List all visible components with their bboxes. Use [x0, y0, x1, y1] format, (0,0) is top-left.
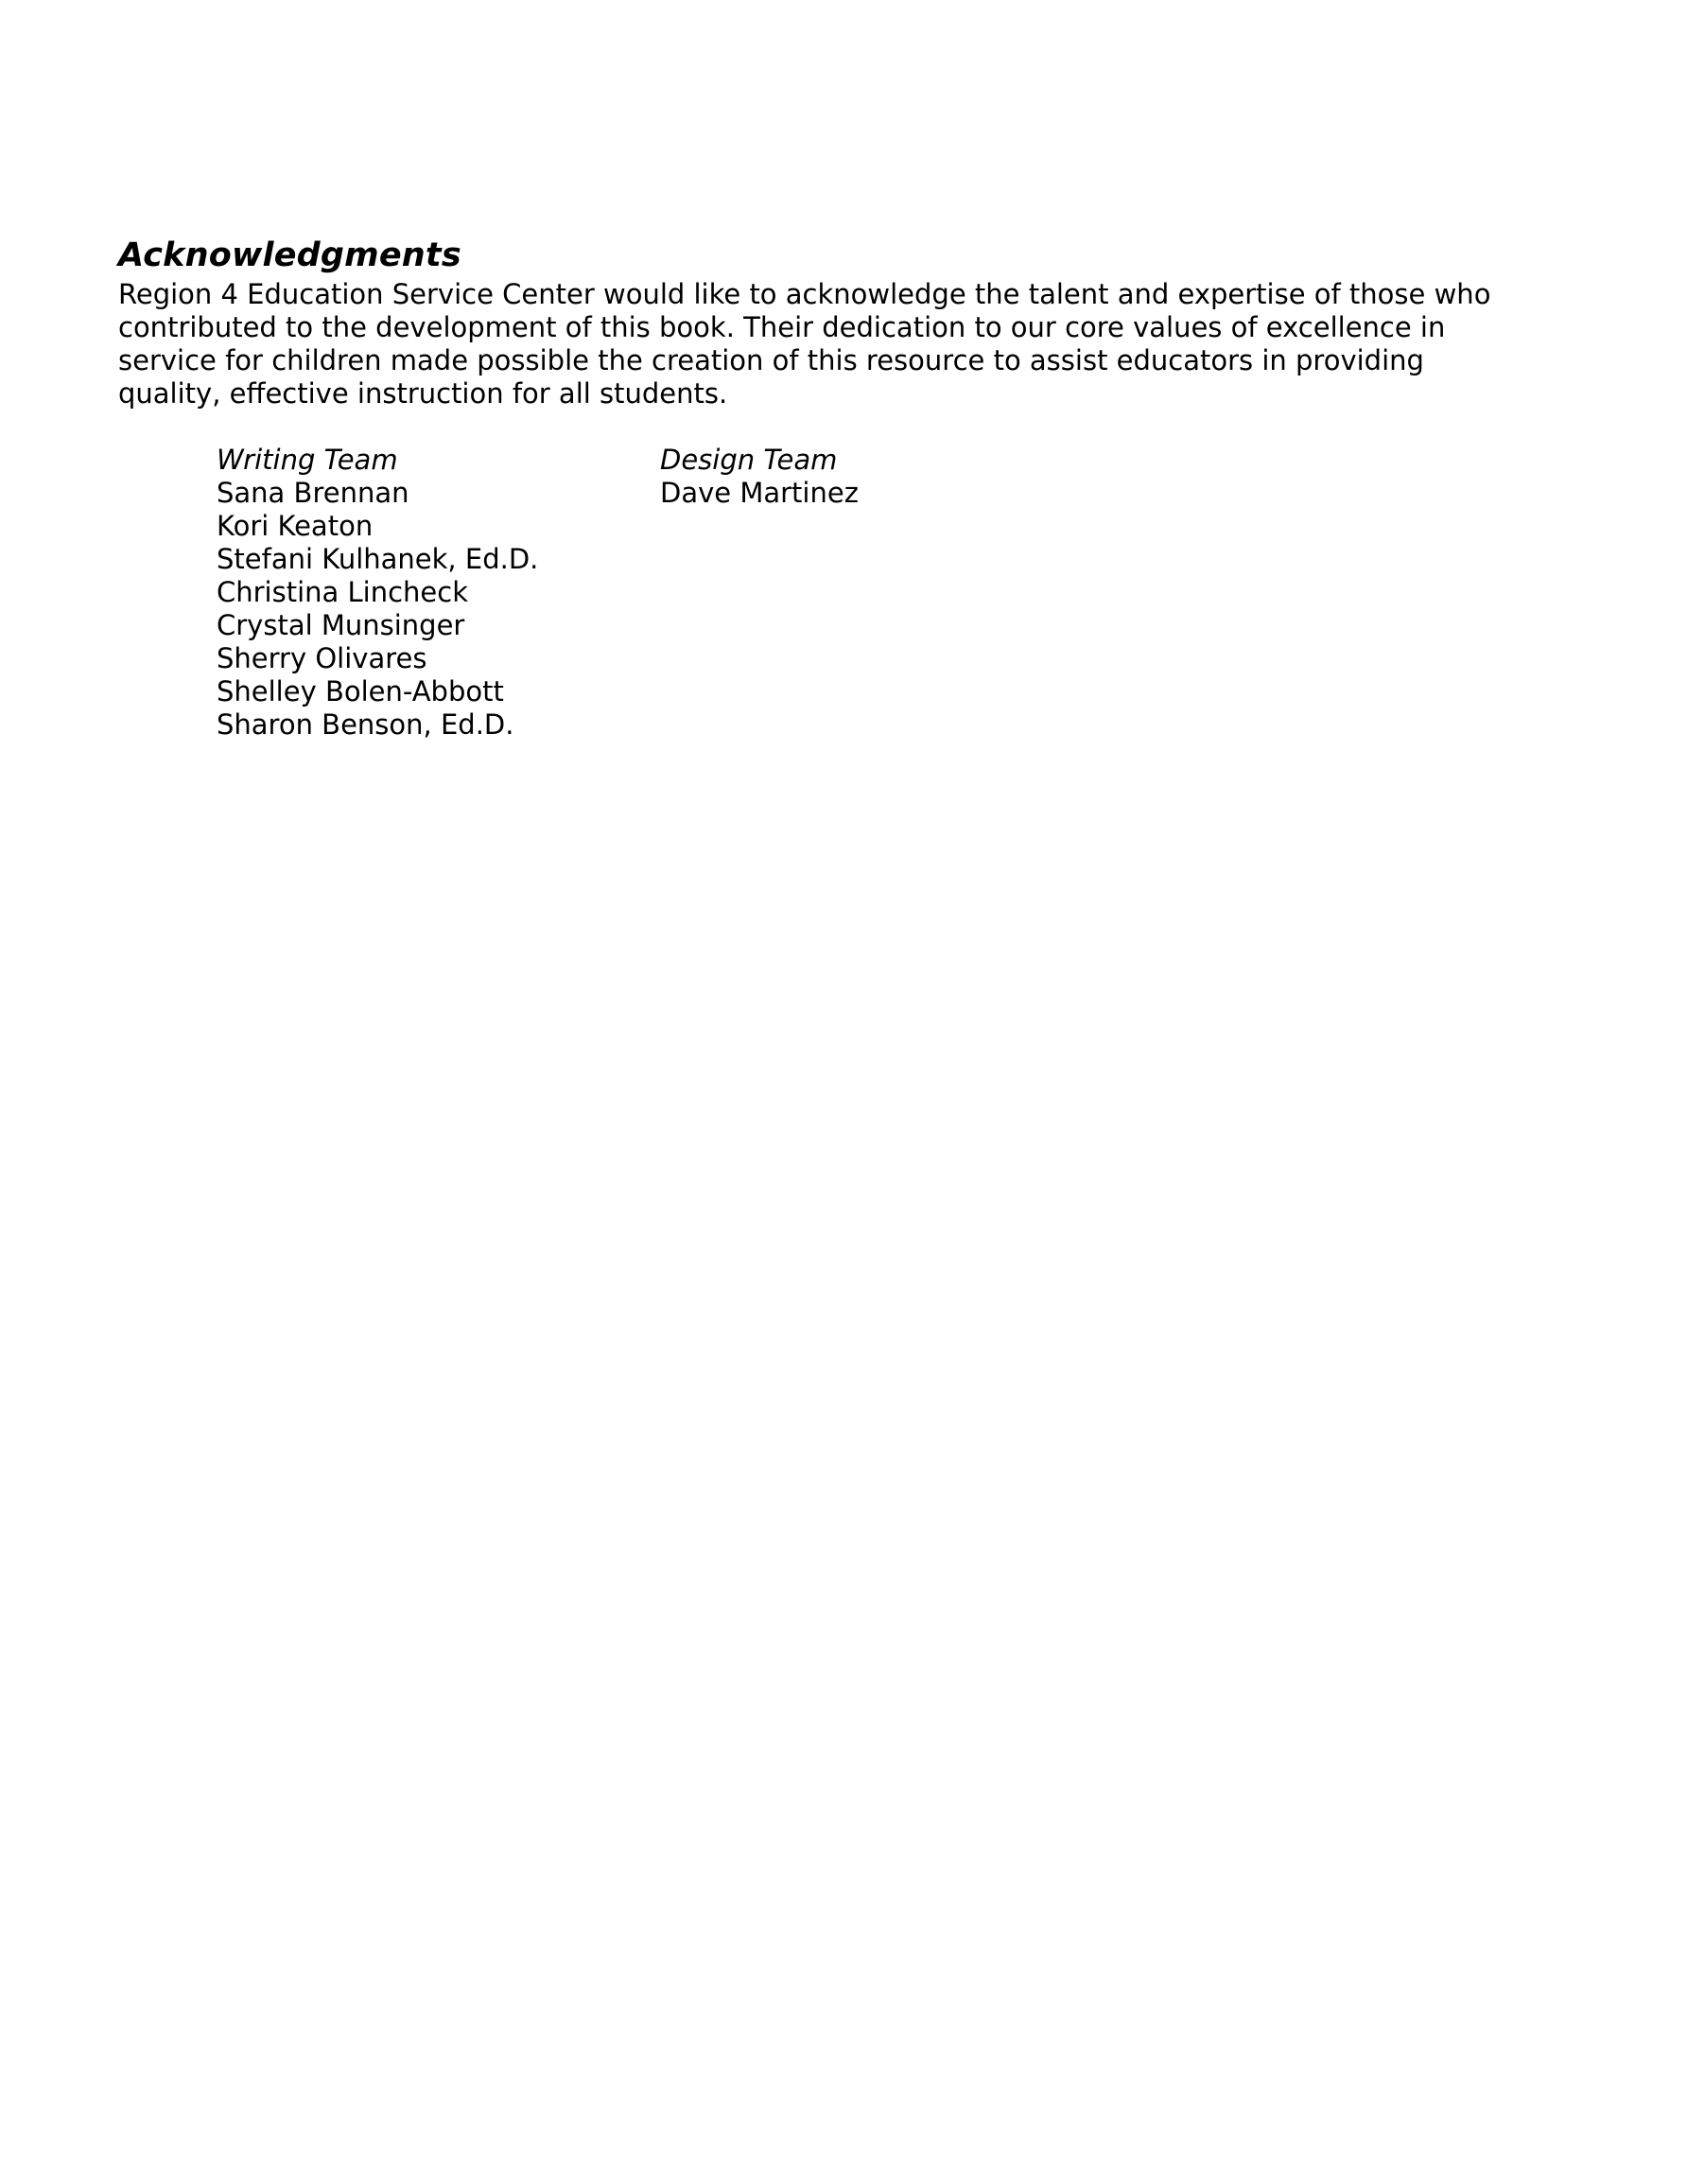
- page-title: Acknowledgments: [118, 236, 461, 274]
- writing-team-heading: Writing Team: [217, 444, 398, 476]
- team-member: Stefani Kulhanek, Ed.D.: [217, 543, 539, 575]
- team-member: Shelley Bolen-Abbott: [217, 675, 504, 708]
- paragraph-line: quality, effective instruction for all students.: [118, 377, 728, 410]
- team-member: Sherry Olivares: [217, 642, 427, 674]
- team-member: Crystal Munsinger: [217, 609, 465, 641]
- team-member: Dave Martinez: [660, 477, 859, 509]
- paragraph-line: Region 4 Education Service Center would like to acknowledge the talent and expertise of those who: [118, 278, 1491, 310]
- design-team-list: [660, 444, 859, 510]
- paragraph-line: service for children made possible the creation of this resource to assist educators in providing: [118, 344, 1424, 376]
- team-member: Sharon Benson, Ed.D.: [217, 708, 514, 741]
- paragraph-line: contributed to the development of this book. Their dedication to our core values of excellence in: [118, 311, 1446, 343]
- writing-team-list: [217, 444, 538, 742]
- design-team-heading: Design Team: [660, 444, 838, 476]
- team-member: Christina Lincheck: [217, 576, 469, 608]
- acknowledgment-paragraph: [118, 278, 1537, 411]
- team-member: Kori Keaton: [217, 510, 374, 542]
- team-member: Sana Brennan: [217, 477, 409, 509]
